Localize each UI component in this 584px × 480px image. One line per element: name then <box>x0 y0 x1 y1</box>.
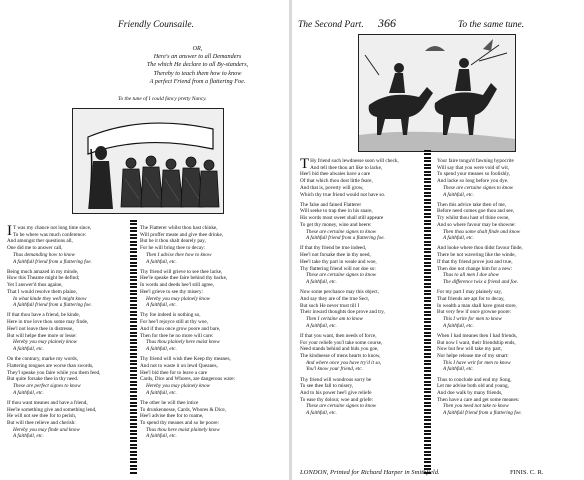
verse-line: For your reliefe you'l take some course, <box>300 339 383 346</box>
verse-line: And looke where thou didst favour finde, <box>437 245 523 252</box>
refrain-line: Then I certaine am to know <box>306 315 363 322</box>
right-column-1 <box>300 158 424 420</box>
verse-line: Thus to conclude and end my Song, <box>437 376 512 383</box>
left-tune: To the tune of I could fancy pretty Nancy. <box>118 96 207 102</box>
refrain-line: Thus thou here maist plainely know <box>146 426 220 433</box>
verse-line: Thy friend will grieve to see thee lacke, <box>140 268 223 275</box>
imprint: LONDON, Printed for Richard Harper in Smithfield. <box>300 469 440 476</box>
refrain-line: And where once you have try'd it so, <box>306 359 382 366</box>
right-column-2 <box>437 158 579 420</box>
woodcut-horsemen <box>358 34 516 152</box>
verse-line: Try whilst thou hast of thine owne, <box>437 215 510 222</box>
refrain-line: A faithfull friend from a flattering foe. <box>13 302 92 309</box>
drop-capital: T <box>300 156 310 172</box>
stanza <box>437 202 579 242</box>
stanza <box>300 245 424 285</box>
stanza <box>7 225 129 265</box>
woodcut-christ-and-apostles <box>72 108 224 214</box>
refrain-line: A faithfull, etc. <box>146 258 177 265</box>
verse-line: Need stands behind and bids you goe, <box>300 346 379 353</box>
refrain-line: A faithfull friend from a flattering foe. <box>13 258 92 265</box>
refrain-line: A faithfull, etc. <box>146 433 177 440</box>
verse-line: Thy foe indeed is nothing so, <box>140 312 201 319</box>
verse-line: To spend thy meanes and so be poore: <box>140 419 220 426</box>
verse-line: But now I want, their friendship ends, <box>437 339 516 346</box>
verse-line: But be it thou shalt dearely pay, <box>140 238 206 245</box>
refrain-line: Hereby you may plainely know <box>146 295 211 302</box>
subtitle-line: A perfect Friend from a flattering Foe. <box>149 77 246 85</box>
right-page <box>292 0 584 480</box>
verse-line: Nor helpe release me of my smart: <box>437 352 509 359</box>
verse-line: And to his power hee'l give reliefe <box>300 390 372 396</box>
refrain-line: A faithfull, etc. <box>146 345 177 352</box>
verse-line: And so where favour may be showne: <box>437 221 516 228</box>
verse-line: If that thou have a friend, be kinde, <box>7 312 81 319</box>
refrain-line: A faithfull, etc. <box>443 366 474 373</box>
verse-line: There be not wavering like the winde, <box>437 252 516 259</box>
verse-line: And tell thee thou art like to lacke, <box>310 164 383 171</box>
stanza <box>437 289 579 329</box>
stanza <box>7 400 129 440</box>
refrain-line: Hereby you may finde and know <box>13 426 80 433</box>
refrain-line: Thus demanding how to know <box>13 251 75 258</box>
refrain-line: The difference twix a friend and foe. <box>443 278 519 285</box>
subtitle-line: Here's an answer to all Demanders <box>153 53 242 61</box>
verse-line: Cards, Dice and Whores, are dangerous ware: <box>140 376 235 383</box>
stanza <box>300 202 424 242</box>
verse-line: Hee'l not leave thee in distresse, <box>7 325 74 332</box>
verse-line: Thy flattering friend will not doe so: <box>300 265 376 272</box>
verse-line: Now but few will take my part, <box>437 346 502 353</box>
stanza <box>140 225 285 265</box>
refrain-line: These are certaine signes to know <box>306 228 377 235</box>
refrain-line: Thus thou plainely here maist know <box>146 339 220 346</box>
stanza <box>7 312 129 352</box>
refrain-line: A faithfull, etc. <box>306 322 337 329</box>
refrain-line: Thus to all men I doe show <box>443 272 499 279</box>
verse-line: And if thou once grow poore and bare, <box>140 325 221 332</box>
left-subtitle <box>110 45 285 86</box>
stanza <box>7 356 129 396</box>
refrain-line: A faithfull, etc. <box>13 345 44 352</box>
verse-line: He will not see thee for to perish, <box>7 413 77 420</box>
refrain-line: A faithfull, etc. <box>146 302 177 309</box>
refrain-line: A faithfull, etc. <box>443 191 474 198</box>
verse-line: To drunkennesse, Cards, Whores & Dice, <box>140 406 226 413</box>
refrain-line: You'l know your friend, etc. <box>306 366 363 373</box>
stanza <box>437 377 579 417</box>
stanza <box>300 377 424 417</box>
verse-line: Hee'l not forsake thee in thy need, <box>300 252 371 259</box>
verse-line: In wealth a man shall have great store, <box>437 302 517 309</box>
subtitle-line: The which He declare to all By-standers, <box>146 61 249 69</box>
verse-line: For hee'l rejoyce still at thy woe, <box>140 319 208 326</box>
refrain-line: A faithfull, etc. <box>443 235 474 242</box>
refrain-line: A faithfull, etc. <box>443 322 474 329</box>
verse-line: Their inward thoughts doe prove and try, <box>300 309 385 316</box>
stanza <box>300 333 424 373</box>
verse-line: Hee'l bid thee alwaies have a care <box>300 171 371 178</box>
stanza <box>7 269 129 309</box>
refrain-line: A faithfull, etc. <box>146 389 177 396</box>
verse-line: The Flatterer whilst thou hast chinke, <box>140 225 218 231</box>
verse-line: Hy friend such lewdnesse soon will check, <box>310 158 399 164</box>
verse-line: And amongst ther questions all, <box>7 238 73 245</box>
verse-line: But very few if once growne poore: <box>437 309 512 316</box>
refrain-line: A faithfull, etc. <box>306 278 337 285</box>
verse-line: And not to waste it on lewd Queanes, <box>140 362 218 369</box>
refrain-line: These are certaine signes to know <box>443 184 514 191</box>
refrain-line: These are certaine signes to know <box>306 272 377 279</box>
refrain-line: Then I advise thee how to know <box>146 251 212 258</box>
stanza <box>437 158 579 198</box>
verse-line: Now some perchance may this object, <box>300 289 379 296</box>
verse-line: Of that which thou dost little feare, <box>300 178 373 185</box>
stanza <box>140 269 285 309</box>
verse-line: To see thee fall to misery, <box>300 383 354 390</box>
verse-line: To spend your meanes so foolishly, <box>437 171 511 178</box>
stanza <box>300 289 424 329</box>
left-column-1 <box>7 225 129 444</box>
verse-line: Hee'le speake thee faire behind thy backe, <box>140 275 228 282</box>
verse-line: If that thy friend be true indeed, <box>300 245 367 252</box>
stanza <box>437 245 579 285</box>
verse-line: Hee'l advise thee for to roame, <box>140 413 204 420</box>
verse-line: In words and deeds hee'l still agree, <box>140 282 214 289</box>
verse-line: And that is, poverty will grow, <box>300 184 364 191</box>
verse-line: Thy friend will wondrous sorry be <box>300 376 372 383</box>
verse-line: His words most sweet shall still appeare <box>300 215 384 222</box>
verse-line: Let me advise both old and young, <box>437 383 509 390</box>
verse-line: Hee'l take thy part in weale and woe, <box>300 258 377 265</box>
verse-line: If thou want meanes and have a friend, <box>7 399 88 406</box>
verse-line: For my part I may plainely say, <box>437 289 502 296</box>
left-column-2 <box>140 225 285 444</box>
verse-line: Hee'l grieve to see thy misery: <box>140 288 204 295</box>
stanza <box>437 333 579 373</box>
verse-line: On the contrary, marke my words, <box>7 356 78 363</box>
verse-line: For he will bring thee to decay: <box>140 245 206 252</box>
right-title: The Second Part. <box>298 20 364 30</box>
refrain-line: This I have writ for men to know <box>443 359 511 366</box>
verse-line: Hee'l bid thee for to leave a care <box>140 369 208 376</box>
refrain-line: A faithfull, etc. <box>306 410 337 417</box>
refrain-line: A faithfull friend from a flattering foe. <box>443 410 522 417</box>
verse-line: But quite forsake thee in thy need. <box>7 376 79 383</box>
verse-line: Your faire tongu'd fawning hypocrite <box>437 158 514 164</box>
verse-line: Which thy true friend would not have so. <box>300 191 386 198</box>
stanza <box>140 312 285 352</box>
verse-line: Then doe not change him for a new: <box>437 265 513 272</box>
verse-line: That friends are apt for to decay, <box>437 295 505 302</box>
refrain-line: A faithfull friend from a flattering foe. <box>306 235 385 242</box>
verse-line: They'l speake you faire while you them feed, <box>7 369 101 376</box>
verse-line: And say they are of the true Sect, <box>300 295 370 302</box>
verse-line: Will proffer meate and give thee drinke, <box>140 231 224 238</box>
verse-line: How this Theame might be defind; <box>7 275 80 282</box>
verse-line: Will say that you were void of wit, <box>437 164 510 171</box>
refrain-line: Hereby you may plainely know <box>13 339 78 346</box>
ornamental-border <box>130 220 137 475</box>
stanza <box>300 158 424 198</box>
subtitle-line: OR, <box>192 45 203 52</box>
verse-line: But will helpe thee more or lesse: <box>7 332 77 339</box>
verse-line: And doe walk by many friends, <box>437 390 503 396</box>
stanza <box>140 400 285 440</box>
stanza <box>140 356 285 396</box>
refrain-line: Then thou some shalt finde and know <box>443 228 521 235</box>
refrain-line: Then you need not take to know <box>443 403 509 410</box>
verse-line: But such He never trust till I <box>300 302 360 309</box>
verse-line: To be where was much conference: <box>13 231 87 238</box>
refrain-line: These are perfect signes to know <box>13 382 81 389</box>
left-title: Friendly Counsaile. <box>118 20 194 30</box>
verse-line: Being much amazed in my minde, <box>7 268 79 275</box>
verse-line: If that you want, then needs of force, <box>300 332 377 339</box>
refrain-line: Hereby you may plainely know <box>146 382 211 389</box>
right-tune: To the same tune. <box>458 20 525 30</box>
page-number: 366 <box>378 16 396 30</box>
verse-line: Before need comes goe thou and see, <box>437 208 515 215</box>
refrain-line: In what kinde they well might know <box>13 295 87 302</box>
verse-line: T was my chance not long time since, <box>13 225 92 231</box>
verse-line: If that thy friend prove just and true, <box>437 258 513 265</box>
verse-line: When I had meanes then I had friends, <box>437 332 518 339</box>
verse-line: Will seeke to trap thee in his snare, <box>300 208 373 215</box>
verse-line: To get thy money, wine and beere: <box>300 221 372 228</box>
refrain-line: A faithfull, etc. <box>13 433 44 440</box>
verse-line: The false and fained Flatterer <box>300 201 362 208</box>
verse-line: One did me to answer call, <box>7 245 63 252</box>
verse-line: That I would resolve them plaine, <box>7 288 78 295</box>
verse-line: Yet I answer'd thus againe, <box>7 282 63 289</box>
verse-line: The other he will thee intice <box>140 399 199 406</box>
verse-line: Then this advice take then of me, <box>437 201 506 208</box>
verse-line: The kindnesse of mens hearts to know, <box>300 352 381 359</box>
finis: FINIS. C. R. <box>510 469 544 476</box>
subtitle-line: Thereby to teach them how to know <box>153 69 242 77</box>
verse-line: And lacke so long before you dye. <box>437 178 509 185</box>
refrain-line: This I write for men to know <box>443 315 502 322</box>
refrain-line: A faithfull, etc. <box>13 389 44 396</box>
ornamental-border <box>424 150 431 475</box>
verse-line: Thy friend will wish thee Keep thy meanes, <box>140 356 231 363</box>
verse-line: Here in true love thou some may finde, <box>7 319 89 326</box>
verse-line: But will thee relieve and cherish: <box>7 419 76 426</box>
verse-line: Then for thee he no more will care: <box>140 332 214 339</box>
drop-capital: I <box>7 223 12 239</box>
verse-line: Then have a care and get some meanes: <box>437 396 520 403</box>
verse-line: To ease thy dolour, woe and griefe: <box>300 396 374 403</box>
verse-line: Hee'le something give and something lend, <box>7 406 97 413</box>
refrain-line: These are certaine signes to know <box>306 403 377 410</box>
verse-line: Flattering tongues are worse than swords, <box>7 362 94 369</box>
